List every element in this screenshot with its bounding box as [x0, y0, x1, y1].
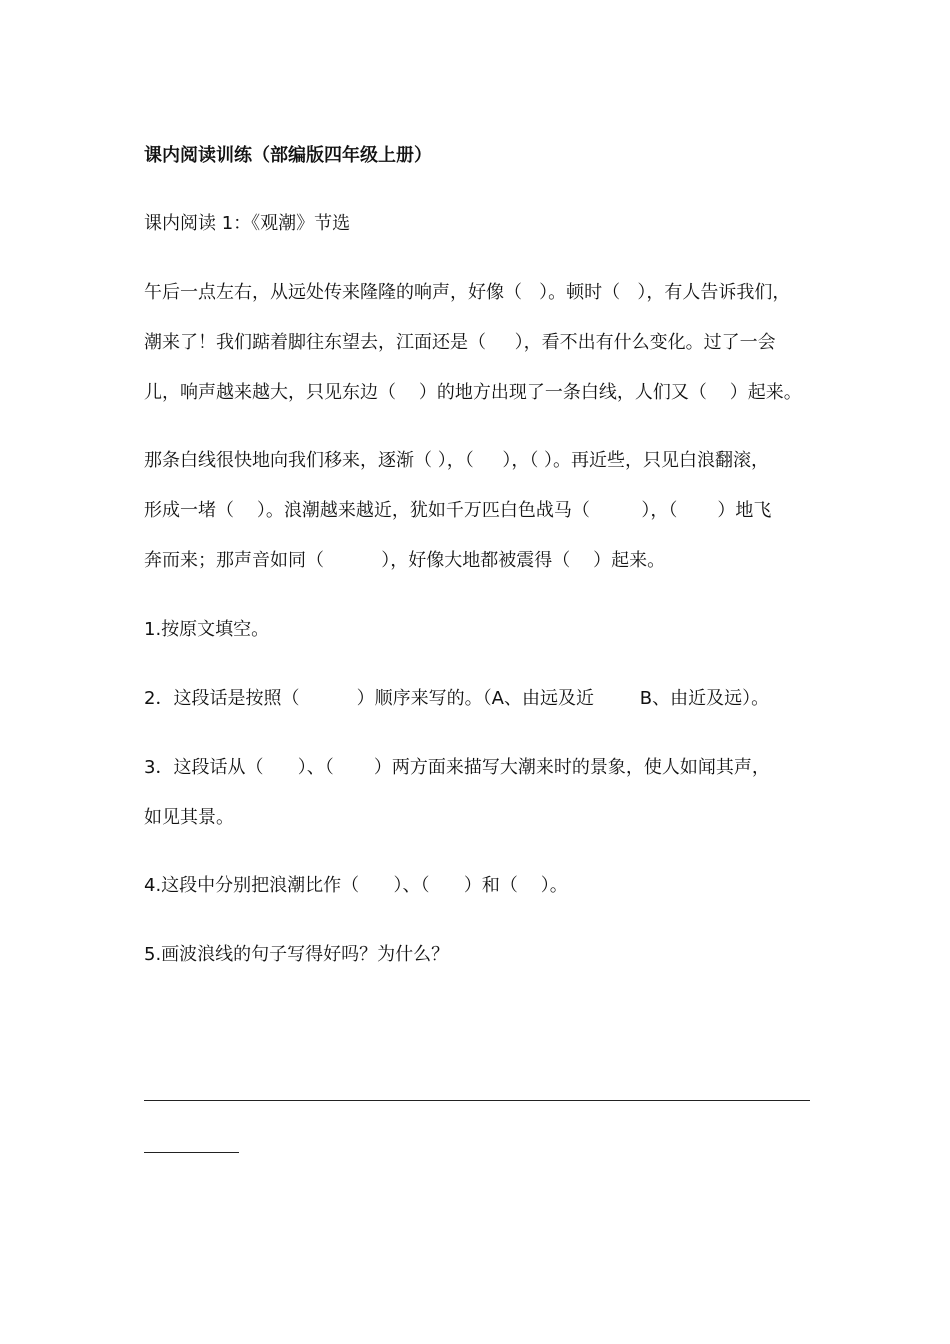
passage-line: 午后一点左右，从远处传来隆隆的响声，好像（ ）。顿时（ ），有人告诉我们， [144, 282, 791, 303]
passage-line: 儿，响声越来越大，只见东边（ ）的地方出现了一条白线，人们又（ ）起来。 [144, 382, 802, 403]
passage-line: 潮来了！我们踮着脚往东望去，江面还是（ ），看不出有什么变化。过了一会 [144, 332, 776, 353]
question-2: 2．这段话是按照（ ）顺序来写的。（A、由远及近 B、由近及远）。 [144, 688, 770, 709]
question-3-continued: 如见其景。 [144, 807, 234, 828]
passage-line: 形成一堵（ ）。浪潮越来越近，犹如千万匹白色战马（ ），（ ）地飞 [144, 500, 772, 521]
answer-line [144, 1100, 810, 1101]
passage-line: 那条白线很快地向我们移来，逐渐（ ），（ ），（ ）。再近些，只见白浪翻滚， [144, 450, 770, 471]
passage-line: 奔而来；那声音如同（ ），好像大地都被震得（ ）起来。 [144, 550, 666, 571]
question-5: 5.画波浪线的句子写得好吗？为什么？ [144, 944, 450, 965]
question-3: 3．这段话从（ ）、（ ）两方面来描写大潮来时的景象，使人如闻其声， [144, 757, 770, 778]
section-subtitle: 课内阅读 1：《观潮》节选 [144, 213, 351, 234]
worksheet-title: 课内阅读训练（部编版四年级上册） [144, 145, 432, 166]
answer-line-short [144, 1152, 239, 1153]
question-1: 1.按原文填空。 [144, 619, 270, 640]
question-4: 4.这段中分别把浪潮比作（ ）、（ ）和（ ）。 [144, 875, 568, 896]
